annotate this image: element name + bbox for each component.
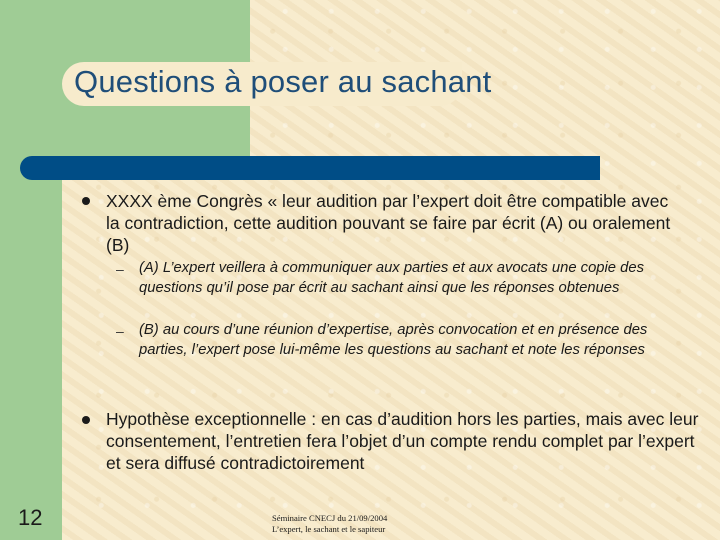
bullet-icon bbox=[82, 197, 90, 205]
footer-line-2: L’expert, le sachant et le sapiteur bbox=[272, 524, 386, 534]
slide-title: Questions à poser au sachant bbox=[74, 64, 492, 99]
sub-bullet-text-a: (A) L’expert veillera à communiquer aux parties et aux avocats une copie des questions qu’il pose par écrit au sachant ainsi que les réponses obtenues bbox=[139, 260, 645, 296]
footer-line-1: Séminaire CNECJ du 21/09/2004 bbox=[272, 513, 388, 523]
dash-icon: – bbox=[116, 323, 124, 339]
slide-footer bbox=[272, 513, 387, 535]
page-number: 12 bbox=[18, 505, 43, 530]
bullet-text-2: Hypothèse exceptionnelle : en cas d’audition hors les parties, mais avec leur consentement, l’entretien fera l’objet d’un compte rendu complet par l’expert et sera diffusé contradictoirement bbox=[106, 409, 699, 473]
bullet-text-1: XXXX ème Congrès « leur audition par l’expert doit être compatible avec la contradiction, cette audition pouvant se faire par écrit (A) ou oralement (B) bbox=[106, 191, 671, 255]
bullet-icon bbox=[82, 416, 90, 424]
dash-icon: – bbox=[116, 261, 124, 277]
sub-bullet-text-b: (B) au cours d’une réunion d’expertise, après convocation et en présence des parties, l’expert pose lui-même les questions au sachant et note les réponses bbox=[139, 322, 648, 358]
title-divider-bar bbox=[20, 156, 600, 180]
